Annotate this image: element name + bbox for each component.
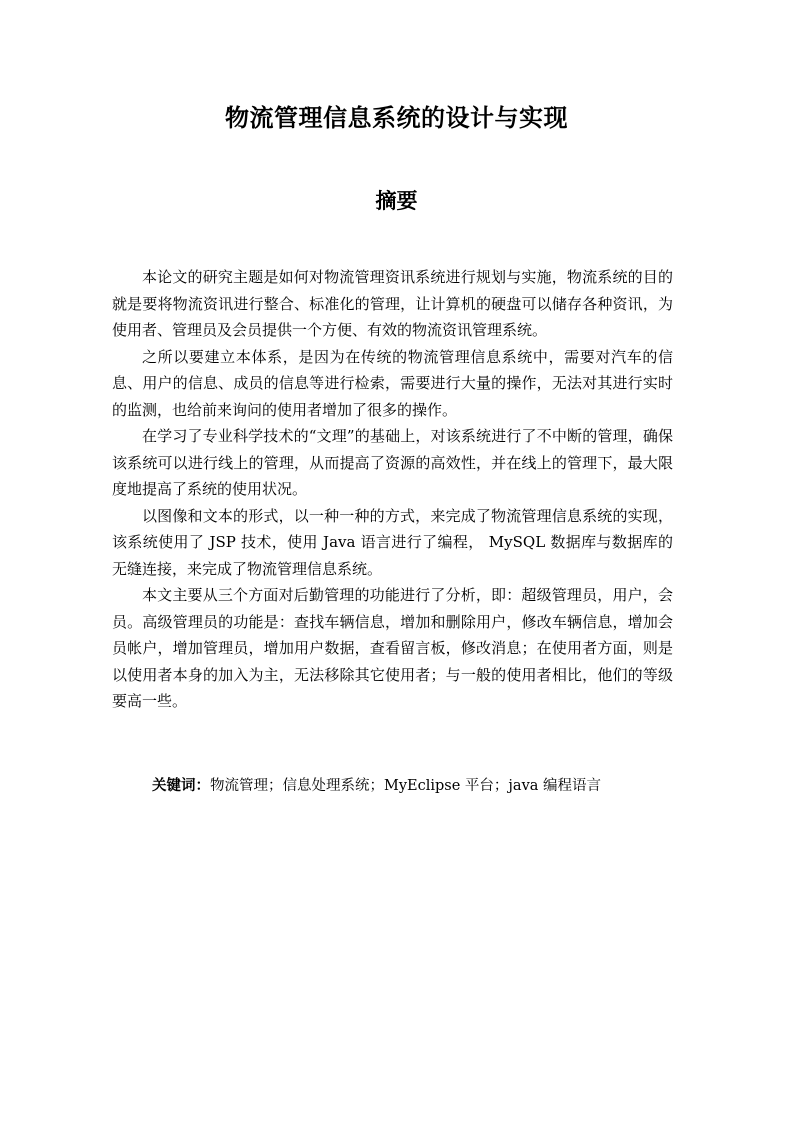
abstract-paragraph: 本文主要从三个方面对后勤管理的功能进行了分析，即：超级管理员，用户，会员。高级管理员的功能是：查找车辆信息，增加和删除用户，修改车辆信息，增加会员帐户，增加管理员，增加用户数据，查看留言板，修改消息；在使用者方面，则是以使用者本身的加入为主，无法移除其它使用者；与一般的使用者相比，他们的等级要高一些。 [112,586,673,710]
abstract-paragraph: 本论文的研究主题是如何对物流管理资讯系统进行规划与实施，物流系统的目的就是要将物流资讯进行整合、标准化的管理，让计算机的硬盘可以储存各种资讯，为使用者、管理员及会员提供一个方便、有效的物流资讯管理系统。 [112,268,673,339]
abstract-paragraph: 以图像和文本的形式，以一种一种的方式，来完成了物流管理信息系统的实现，该系统使用了 JSP 技术，使用 Java 语言进行了编程， MySQL 数据库与数据库的无缝连接，来完成了物流管理信息系统。 [112,506,673,578]
document-title: 物流管理信息系统的设计与实现 [225,104,568,132]
abstract-paragraph: 在学习了专业科学技术的“文理”的基础上，对该系统进行了不中断的管理，确保该系统可以进行线上的管理，从而提高了资源的高效性，并在线上的管理下，最大限度地提高了系统的使用状况。 [112,427,673,498]
keywords-text: 物流管理；信息处理系统；MyEclipse 平台；java 编程语言 [210,778,602,794]
keywords-line [152,774,692,798]
keywords-label: 关键词： [152,778,210,794]
abstract-paragraph: 之所以要建立本体系，是因为在传统的物流管理信息系统中，需要对汽车的信息、用户的信息、成员的信息等进行检索，需要进行大量的操作，无法对其进行实时的监测，也给前来询问的使用者增加了很多的操作。 [112,347,673,419]
abstract-body [112,264,673,715]
abstract-heading: 摘要 [375,189,418,213]
